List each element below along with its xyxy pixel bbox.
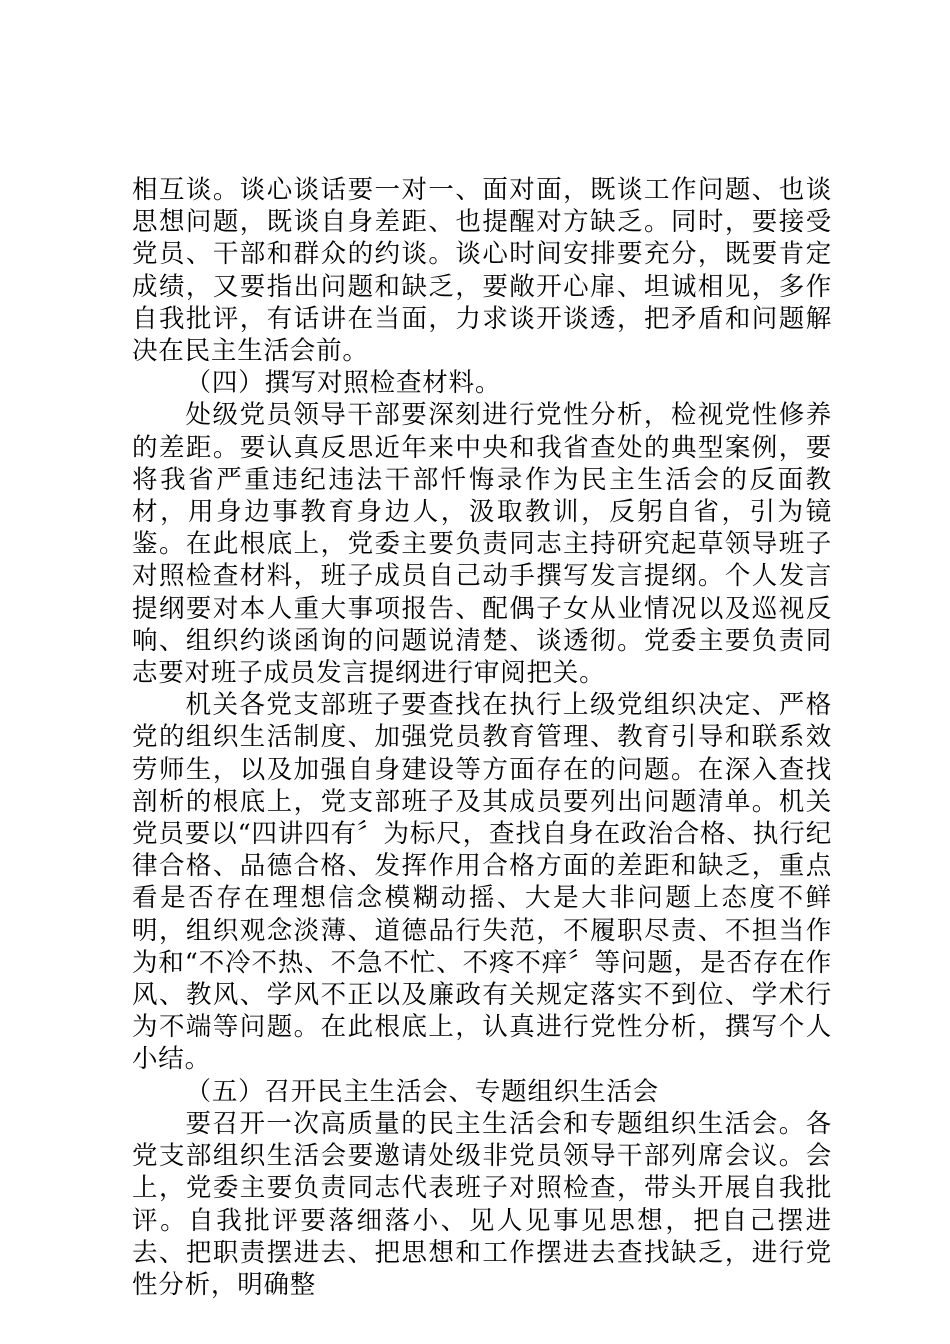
paragraph: 机关各党支部班子要查找在执行上级党组织决定、严格党的组织生活制度、加强党员教育管理、教育引导和联系效劳师生，以及加强自身建设等方面存在的问题。在深入查找剖析的根底上，党支部班子及其成员要列出问题清单。机关党员要以“四讲四有〞为标尺，查找自身在政治合格、执行纪律合格、品德合格、发挥作用合格方面的差距和缺乏，重点看是否存在理想信念模糊动摇、大是大非问题上态度不鲜明，组织观念淡薄、道德品行失范，不履职尽责、不担当作为和“不冷不热、不急不忙、不疼不痒〞等问题，是否存在作风、教风、学风不正以及廉政有关规定落实不到位、学术行为不端等问题。在此根底上，认真进行党性分析，撰写个人小结。 xyxy=(132,690,832,1075)
paragraph: 处级党员领导干部要深刻进行党性分析，检视党性修养的差距。要认真反思近年来中央和我省查处的典型案例，要将我省严重违纪违法干部忏悔录作为民主生活会的反面教材，用身边事教育身边人，汲取教训，反躬自省，引为镜鉴。在此根底上，党委主要负责同志主持研究起草领导班子对照检查材料，班子成员自己动手撰写发言提纲。个人发言提纲要对本人重大事项报告、配偶子女从业情况以及巡视反响、组织约谈函询的问题说清楚、谈透彻。党委主要负责同志要对班子成员发言提纲进行审阅把关。 xyxy=(132,400,832,689)
section-heading-5: （五）召开民主生活会、专题组织生活会 xyxy=(185,1076,659,1107)
section-heading-4: （四）撰写对照检查材料。 xyxy=(185,368,502,399)
paragraph: 要召开一次高质量的民主生活会和专题组织生活会。各党支部组织生活会要邀请处级非党员领导干部列席会议。会上，党委主要负责同志代表班子对照检查，带头开展自我批评。自我批评要落细落小、见人见事见思想，把自己摆进去、把职责摆进去、把思想和工作摆进去查找缺乏，进行党性分析，明确整 xyxy=(132,1108,832,1300)
paragraph-continued: 相互谈。谈心谈话要一对一、面对面，既谈工作问题、也谈思想问题，既谈自身差距、也提醒对方缺乏。同时，要接受党员、干部和群众的约谈。谈心时间安排要充分，既要肯定成绩，又要指出问题和缺乏，要敞开心扉、坦诚相见，多作自我批评，有话讲在当面，力求谈开谈透，把矛盾和问题解决在民主生活会前。 xyxy=(132,175,832,367)
body-text xyxy=(132,174,832,1301)
